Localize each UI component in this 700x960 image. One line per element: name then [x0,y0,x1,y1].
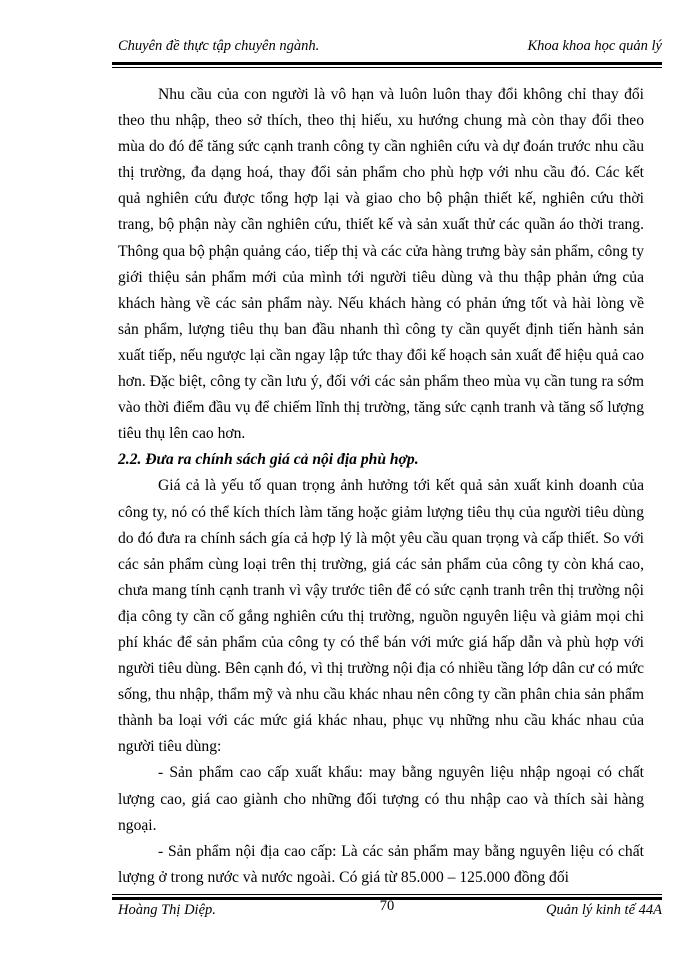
header-divider [112,62,662,68]
paragraph-pricing-policy: Giá cả là yếu tố quan trọng ảnh hưởng tới kết quả sản xuất kinh doanh của công ty, nó có thể kích thích làm tăng hoặc giảm lượng tiêu thụ của người tiêu dùng do đó đưa ra chính sách gía cả hợp lý là một yêu cầu quan trọng và cấp thiết. So với các sản phẩm cùng loại trên thị trường, giá các sản phẩm của công ty còn khá cao, chưa mang tính cạnh tranh vì vậy trước tiên để có sức cạnh tranh trên thị trường nội địa công ty cần cố gắng nghiên cứu thị trường, nguồn nguyên liệu và giảm mọi chi phí khác để sản phẩm của công ty có thể bán với mức giá hấp dẫn và phù hợp với người tiêu dùng. Bên cạnh đó, vì thị trường nội địa có nhiều tầng lớp dân cư có mức sống, thu nhập, thẩm mỹ và nhu cầu khác nhau nên công ty cần phân chia sản phẩm thành ba loại với các mức giá khác nhau, phục vụ những nhu cầu khác nhau của người tiêu dùng: [118,477,644,756]
page-body [118,82,644,891]
list-item-export-products: - Sản phẩm cao cấp xuất khẩu: may bằng nguyên liệu nhập ngoại có chất lượng cao, giá cao giành cho những đối tượng có thu nhập cao và thích sài hàng ngoại. [118,764,644,834]
footer-author: Hoàng Thị Diệp. [118,902,216,918]
page-number: 70 [379,898,395,914]
list-item-domestic-products: - Sản phẩm nội địa cao cấp: Là các sản phẩm may bằng nguyên liệu có chất lượng ở trong nước và nước ngoài. Có giá từ 85.000 – 125.000 đồng đối [118,842,644,886]
page-footer [112,898,662,922]
footer-class: Quản lý kinh tế 44A [546,902,662,918]
header-course-title: Chuyên đề thực tập chuyên ngành. [118,38,320,54]
paragraph-market-research: Nhu cầu của con người là vô hạn và luôn luôn thay đổi không chỉ thay đổi theo thu nhập, theo sở thích, theo thị hiếu, xu hướng chung mà còn thay đổi theo mùa do đó để tăng sức cạnh tranh công ty cần nghiên cứu và dự đoán trước nhu cầu thị trường, đa dạng hoá, thay đổi sản phẩm cho phù hợp với nhu cầu đó. Các kết quả nghiên cứu được tổng hợp lại và giao cho bộ phận thiết kế, nghiên cứu thời trang, bộ phận này cần nghiên cứu, thiết kế và sản xuất thử các quần áo thời trang. Thông qua bộ phận quảng cáo, tiếp thị và các cửa hàng trưng bày sản phẩm, công ty giới thiệu sản phẩm mới của mình tới người tiêu dùng và thu thập phản ứng của khách hàng về các sản phẩm này. Nếu khách hàng có phản ứng tốt và hài lòng về sản phẩm, lượng tiêu thụ ban đầu nhanh thì công ty cần quyết định tiến hành sản xuất tiếp, nếu ngược lại cần ngay lập tức thay đổi kế hoạch sản xuất để hiệu quả cao hơn. Đặc biệt, công ty cần lưu ý, đối với các sản phẩm theo mùa vụ cần tung ra sớm vào thời điểm đầu vụ để chiếm lĩnh thị trường, tăng sức cạnh tranh và tăng số lượng tiêu thụ lên cao hơn. [118,86,644,443]
page-header [112,38,662,58]
section-heading: 2.2. Đưa ra chính sách giá cả nội địa phù hợp. [118,451,419,469]
header-faculty: Khoa khoa học quản lý [527,38,662,54]
